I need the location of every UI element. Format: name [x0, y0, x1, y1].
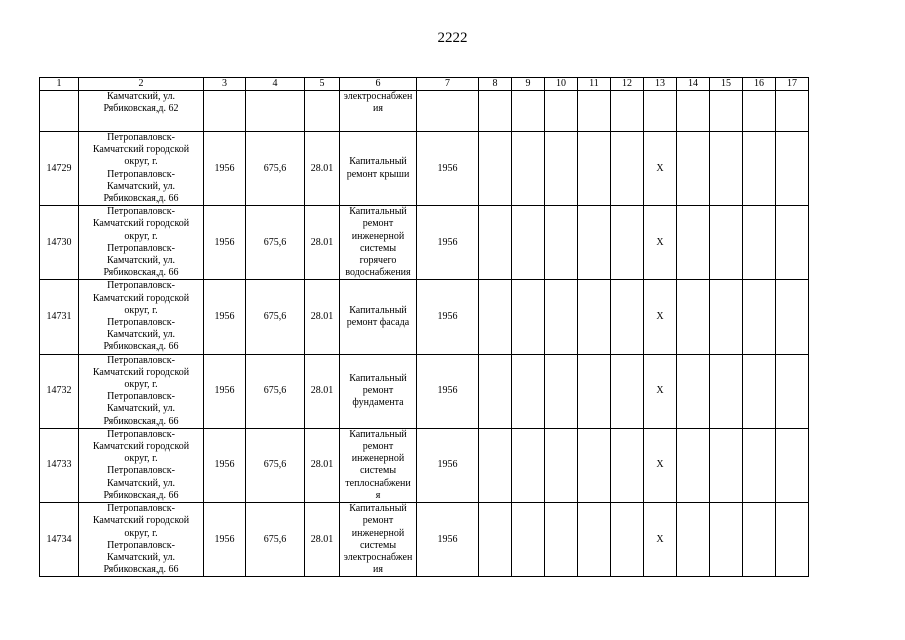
cell-col-16	[743, 354, 776, 428]
cell-address	[79, 132, 204, 206]
table-row	[40, 354, 809, 428]
cell-col-10	[545, 91, 578, 132]
cell-address	[79, 206, 204, 280]
cell-col-14	[677, 428, 710, 502]
cell-year-planned: 1956	[417, 280, 479, 354]
header-cell: 8	[479, 78, 512, 91]
cell-col-8	[479, 91, 512, 132]
cell-address-line: округ, г.	[124, 379, 158, 391]
cell-code: 28.01	[305, 503, 340, 577]
cell-col-17	[776, 91, 809, 132]
cell-col-12	[611, 132, 644, 206]
cell-col-14	[677, 354, 710, 428]
cell-work	[340, 503, 417, 577]
cell-address	[79, 91, 204, 132]
cell-work-line: фундамента	[352, 397, 404, 409]
cell-work-line: горячего	[359, 255, 397, 267]
cell-col-13: X	[644, 503, 677, 577]
cell-col-8	[479, 354, 512, 428]
cell-col-12	[611, 91, 644, 132]
cell-col-17	[776, 503, 809, 577]
cell-col-15	[710, 428, 743, 502]
cell-address-line: Камчатский, ул.	[106, 329, 176, 341]
cell-area: 675,6	[246, 354, 305, 428]
table-row	[40, 206, 809, 280]
cell-work-line: системы	[359, 242, 397, 254]
cell-col-14	[677, 91, 710, 132]
cell-col-14	[677, 132, 710, 206]
cell-col-12	[611, 354, 644, 428]
cell-address-line: Камчатский городской	[92, 292, 190, 304]
cell-col-8	[479, 206, 512, 280]
cell-col-15	[710, 280, 743, 354]
cell-work-line: водоснабжения	[345, 267, 411, 279]
cell-work-line: Капитальный	[349, 372, 407, 384]
cell-col-11	[578, 354, 611, 428]
cell-address-line: Петропавловск-	[107, 206, 175, 218]
cell-address-line: Рябиковская,д. 66	[103, 267, 179, 279]
cell-col-10	[545, 428, 578, 502]
header-cell: 5	[305, 78, 340, 91]
cell-col-10	[545, 206, 578, 280]
cell-col-10	[545, 132, 578, 206]
cell-area	[246, 91, 305, 132]
works-table	[39, 77, 809, 577]
cell-work-line: системы	[359, 465, 397, 477]
cell-col-13: X	[644, 132, 677, 206]
cell-col-12	[611, 503, 644, 577]
header-cell: 16	[743, 78, 776, 91]
cell-col-11	[578, 428, 611, 502]
cell-work-line: ия	[373, 564, 383, 576]
cell-address-line: округ, г.	[124, 156, 158, 168]
cell-address-line: Петропавловск-	[107, 354, 175, 366]
cell-year-planned	[417, 91, 479, 132]
cell-code: 28.01	[305, 206, 340, 280]
header-cell: 9	[512, 78, 545, 91]
cell-col-15	[710, 354, 743, 428]
cell-address-line: Петропавловск-	[107, 317, 175, 329]
cell-address-line: Петропавловск-	[107, 465, 175, 477]
cell-address-line: Петропавловск-	[107, 242, 175, 254]
cell-col-17	[776, 132, 809, 206]
cell-address-line: Камчатский, ул.	[106, 91, 176, 102]
cell-col-16	[743, 503, 776, 577]
cell-address-line: округ, г.	[124, 304, 158, 316]
cell-col-11	[578, 132, 611, 206]
cell-work	[340, 428, 417, 502]
cell-year-planned: 1956	[417, 354, 479, 428]
header-cell: 4	[246, 78, 305, 91]
cell-col-9	[512, 354, 545, 428]
cell-address-line: Камчатский, ул.	[106, 255, 176, 267]
table-row	[40, 503, 809, 577]
cell-address-line: Петропавловск-	[107, 168, 175, 180]
header-cell: 3	[204, 78, 246, 91]
cell-year: 1956	[204, 428, 246, 502]
cell-code: 28.01	[305, 354, 340, 428]
cell-col-12	[611, 428, 644, 502]
cell-col-17	[776, 280, 809, 354]
cell-area: 675,6	[246, 206, 305, 280]
cell-address-line: Камчатский, ул.	[106, 477, 176, 489]
cell-address	[79, 280, 204, 354]
cell-work-line: ремонт крыши	[346, 168, 410, 180]
cell-col-8	[479, 503, 512, 577]
cell-work	[340, 280, 417, 354]
cell-address-line: Камчатский, ул.	[106, 403, 176, 415]
cell-work-line: электроснабжен	[343, 91, 413, 102]
cell-year: 1956	[204, 132, 246, 206]
cell-address-line: Петропавловск-	[107, 539, 175, 551]
header-cell: 17	[776, 78, 809, 91]
cell-year	[204, 91, 246, 132]
cell-year: 1956	[204, 280, 246, 354]
cell-col-9	[512, 280, 545, 354]
cell-address-line: Рябиковская,д. 66	[103, 193, 179, 205]
cell-col-16	[743, 280, 776, 354]
cell-col-9	[512, 91, 545, 132]
cell-code: 28.01	[305, 280, 340, 354]
cell-col-10	[545, 280, 578, 354]
cell-col-16	[743, 428, 776, 502]
cell-year-planned: 1956	[417, 503, 479, 577]
cell-work-line: Капитальный	[349, 156, 407, 168]
header-cell: 13	[644, 78, 677, 91]
cell-col-13: X	[644, 354, 677, 428]
cell-address	[79, 354, 204, 428]
cell-col-13	[644, 91, 677, 132]
cell-address-line: округ, г.	[124, 527, 158, 539]
cell-work-line: Капитальный	[349, 428, 407, 440]
cell-address-line: Рябиковская,д. 62	[103, 103, 179, 115]
cell-year-planned: 1956	[417, 132, 479, 206]
cell-col-11	[578, 206, 611, 280]
cell-col-8	[479, 428, 512, 502]
cell-col-8	[479, 132, 512, 206]
cell-col-14	[677, 503, 710, 577]
table-row	[40, 428, 809, 502]
cell-address-line: Петропавловск-	[107, 428, 175, 440]
cell-year: 1956	[204, 503, 246, 577]
cell-id: 14730	[40, 206, 79, 280]
cell-address-line: Рябиковская,д. 66	[103, 341, 179, 353]
cell-col-9	[512, 503, 545, 577]
cell-year-planned: 1956	[417, 206, 479, 280]
cell-address	[79, 428, 204, 502]
cell-col-10	[545, 503, 578, 577]
header-cell: 7	[417, 78, 479, 91]
cell-work-line: теплоснабжени	[345, 477, 411, 489]
header-cell: 12	[611, 78, 644, 91]
header-cell: 10	[545, 78, 578, 91]
cell-work-line: Капитальный	[349, 503, 407, 515]
cell-work	[340, 206, 417, 280]
cell-address-line: Камчатский городской	[92, 144, 190, 156]
cell-id: 14732	[40, 354, 79, 428]
cell-col-15	[710, 503, 743, 577]
cell-address-line: Камчатский городской	[92, 218, 190, 230]
cell-id: 14733	[40, 428, 79, 502]
cell-work-line: ремонт	[362, 218, 394, 230]
cell-area: 675,6	[246, 428, 305, 502]
cell-code	[305, 91, 340, 132]
cell-col-15	[710, 91, 743, 132]
cell-col-13: X	[644, 206, 677, 280]
header-cell: 14	[677, 78, 710, 91]
header-cell: 15	[710, 78, 743, 91]
cell-col-9	[512, 132, 545, 206]
header-cell: 6	[340, 78, 417, 91]
cell-address-line: округ, г.	[124, 453, 158, 465]
cell-address-line: Петропавловск-	[107, 280, 175, 292]
cell-work-line: инженерной	[351, 230, 405, 242]
cell-col-9	[512, 428, 545, 502]
cell-address-line: Рябиковская,д. 66	[103, 564, 179, 576]
cell-work-line: ия	[373, 103, 383, 115]
cell-work-line: ремонт	[362, 441, 394, 453]
cell-area: 675,6	[246, 503, 305, 577]
cell-address	[79, 503, 204, 577]
cell-year-planned: 1956	[417, 428, 479, 502]
cell-col-10	[545, 354, 578, 428]
page-number: 2222	[437, 30, 468, 46]
header-cell: 2	[79, 78, 204, 91]
cell-work-line: инженерной	[351, 453, 405, 465]
cell-year: 1956	[204, 354, 246, 428]
cell-address-line: Петропавловск-	[107, 132, 175, 143]
cell-work-line: Капитальный	[349, 304, 407, 316]
cell-col-14	[677, 280, 710, 354]
header-cell: 11	[578, 78, 611, 91]
header-cell: 1	[40, 78, 79, 91]
cell-work-line: Капитальный	[349, 206, 407, 218]
cell-col-16	[743, 206, 776, 280]
cell-id	[40, 91, 79, 132]
cell-col-16	[743, 132, 776, 206]
table-row	[40, 132, 809, 206]
cell-address-line: Рябиковская,д. 66	[103, 489, 179, 501]
cell-col-11	[578, 91, 611, 132]
cell-col-17	[776, 206, 809, 280]
cell-address-line: Камчатский, ул.	[106, 180, 176, 192]
cell-work-line: ремонт	[362, 515, 394, 527]
cell-work-line: ремонт фасада	[346, 317, 410, 329]
cell-col-15	[710, 132, 743, 206]
cell-col-13: X	[644, 280, 677, 354]
cell-col-17	[776, 354, 809, 428]
cell-address-line: Петропавловск-	[107, 391, 175, 403]
cell-year: 1956	[204, 206, 246, 280]
cell-col-17	[776, 428, 809, 502]
cell-code: 28.01	[305, 132, 340, 206]
cell-work-line: я	[375, 489, 381, 501]
cell-work-line: системы	[359, 539, 397, 551]
cell-address-line: Камчатский городской	[92, 366, 190, 378]
cell-id: 14734	[40, 503, 79, 577]
cell-id: 14729	[40, 132, 79, 206]
cell-address-line: Камчатский городской	[92, 515, 190, 527]
cell-address-line: Рябиковская,д. 66	[103, 415, 179, 427]
cell-col-14	[677, 206, 710, 280]
cell-address-line: Камчатский, ул.	[106, 551, 176, 563]
cell-col-15	[710, 206, 743, 280]
cell-col-11	[578, 280, 611, 354]
cell-work-line: ремонт	[362, 385, 394, 397]
cell-col-12	[611, 280, 644, 354]
cell-address-line: Петропавловск-	[107, 503, 175, 515]
cell-work	[340, 132, 417, 206]
cell-col-16	[743, 91, 776, 132]
cell-code: 28.01	[305, 428, 340, 502]
cell-area: 675,6	[246, 280, 305, 354]
cell-address-line: Камчатский городской	[92, 441, 190, 453]
cell-area: 675,6	[246, 132, 305, 206]
cell-col-8	[479, 280, 512, 354]
cell-col-11	[578, 503, 611, 577]
cell-work	[340, 354, 417, 428]
cell-address-line: округ, г.	[124, 230, 158, 242]
cell-work	[340, 91, 417, 132]
cell-work-line: инженерной	[351, 527, 405, 539]
cell-col-12	[611, 206, 644, 280]
header-row	[40, 78, 809, 91]
table-row	[40, 280, 809, 354]
cell-col-9	[512, 206, 545, 280]
cell-col-13: X	[644, 428, 677, 502]
cell-work-line: электроснабжен	[343, 551, 413, 563]
table-row	[40, 91, 809, 132]
cell-id: 14731	[40, 280, 79, 354]
